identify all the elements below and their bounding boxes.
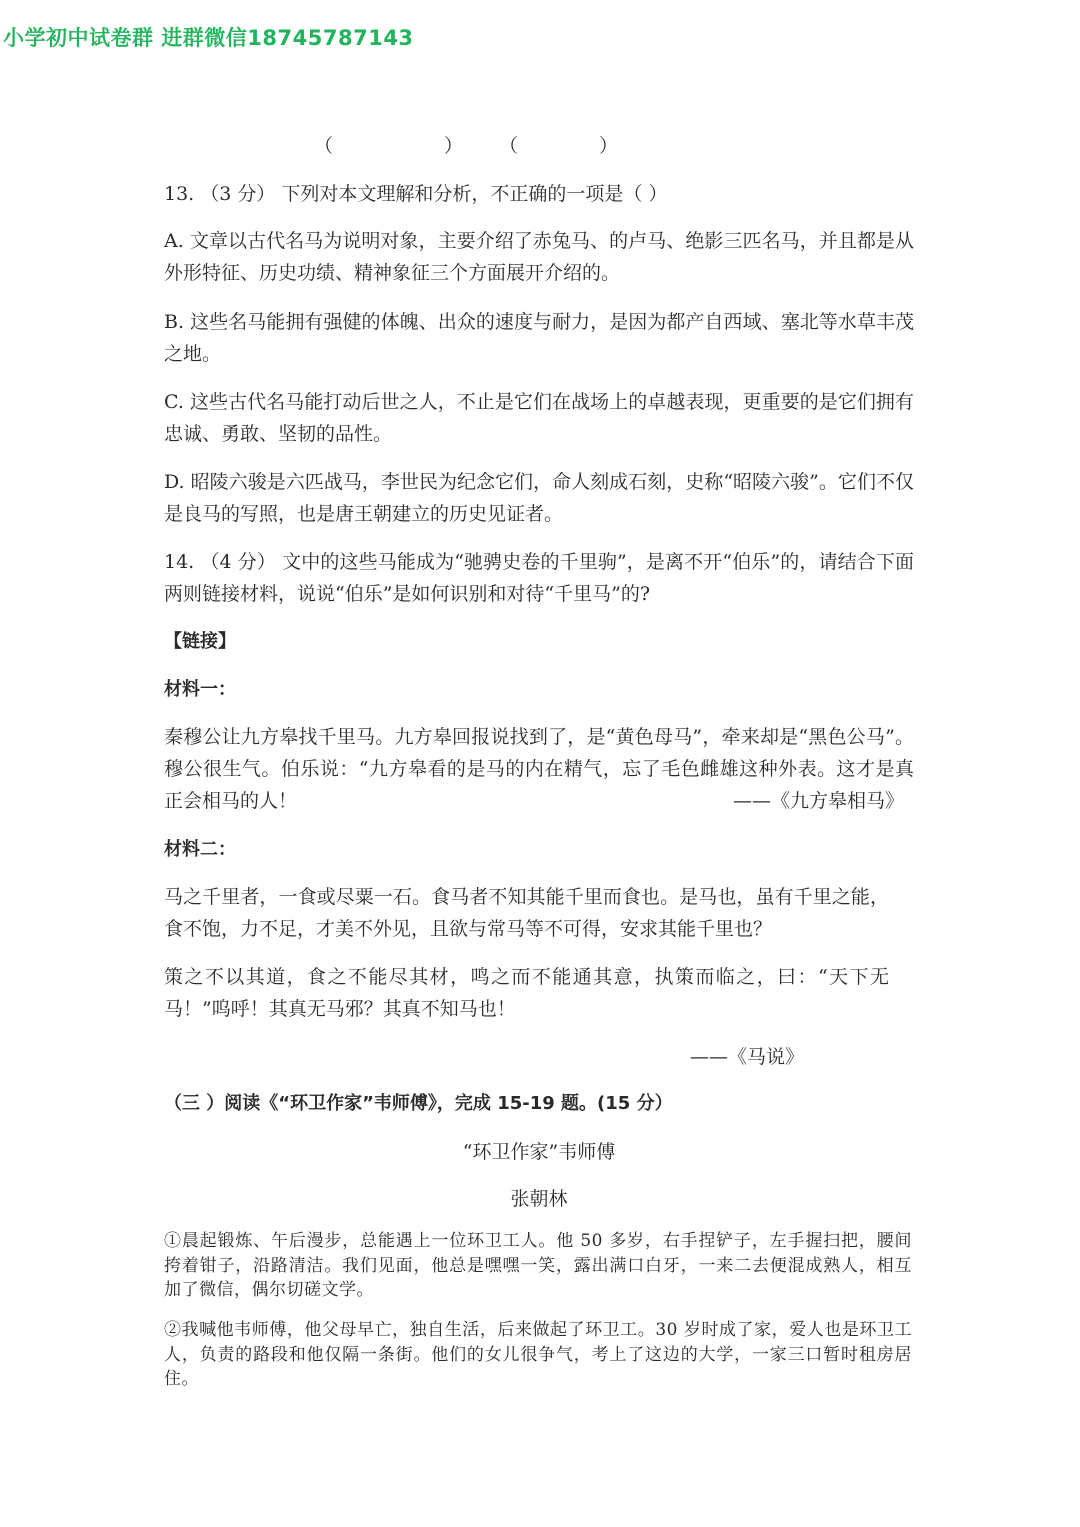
article-paragraph-2: ②我喊他韦师傅，他父母早亡，独自生活，后来做起了环卫工。30 岁时成了家，爱人也是环卫工人，负责的路段和他仅隔一条街。他们的女儿很争气，考上了这边的大学，一家三口暂时租房居住。	[164, 1320, 912, 1389]
material2-label: 材料二：	[164, 839, 236, 860]
material1-label: 材料一：	[164, 679, 236, 700]
blank-open-1: （	[314, 135, 334, 157]
q13-option-b: B. 这些名马能拥有强健的体魄、出众的速度与耐力，是因为都产自西域、塞北等水草丰茂之地。	[164, 311, 914, 365]
watermark: 小学初中试卷群 进群微信18745787143	[3, 26, 414, 50]
blank-open-2: （	[499, 135, 519, 157]
q13-stem: 13. （3 分） 下列对本文理解和分析，不正确的一项是（ ）	[164, 183, 668, 205]
article-title: “环卫作家”韦师傅	[462, 1141, 616, 1163]
q13-option-d: D. 昭陵六骏是六匹战马，李世民为纪念它们，命人刻成石刻，史称“昭陵六骏”。它们不仅是良马的写照，也是唐王朝建立的历史见证者。	[164, 471, 914, 525]
blank-close-2: ）	[599, 135, 619, 157]
material2-paragraph-2: 策之不以其道，食之不能尽其材，鸣之而不能通其意，执策而临之，曰：“天下无马！”呜呼！其真无马邪？其真不知马也！	[164, 966, 889, 1020]
material2-source: ——《马说》	[689, 1046, 804, 1068]
material1-source: ——《九方皋相马》	[732, 790, 904, 812]
blank-close-1: ）	[444, 135, 464, 157]
material2-paragraph-1: 马之千里者，一食或尽粟一石。食马者不知其能千里而食也。是马也，虽有千里之能，食不饱，力不足，才美不外见，且欲与常马等不可得，安求其能千里也？	[164, 886, 889, 940]
q14-stem: 14. （4 分） 文中的这些马能成为“驰骋史卷的千里驹”，是离不开“伯乐”的，请结合下面两则链接材料，说说“伯乐”是如何识别和对待“千里马”的?	[164, 551, 914, 605]
q13-option-a: A. 文章以古代名马为说明对象，主要介绍了赤兔马、的卢马、绝影三匹名马，并且都是从外形特征、历史功绩、精神象征三个方面展开介绍的。	[164, 230, 914, 284]
article-paragraph-1: ①晨起锻炼、午后漫步，总能遇上一位环卫工人。他 50 多岁，右手捏铲子，左手握扫把，腰间挎着钳子，沿路清洁。我们见面，他总是嘿嘿一笑，露出满口白牙，一来二去便混成熟人，相互加了微信，偶尔切磋文学。	[164, 1231, 912, 1300]
material1-text: 秦穆公让九方皋找千里马。九方皋回报说找到了，是“黄色母马”，牵来却是“黑色公马”。穆公很生气。伯乐说：“九方皋看的是马的内在精气，忘了毛色雌雄这种外表。这才是真正会相马的人！	[164, 726, 914, 812]
section3-heading: （三 ）阅读《“环卫作家”韦师傅》，完成 15-19 题。(15 分）	[164, 1093, 673, 1114]
answer-blanks	[314, 130, 618, 162]
q13-option-c: C. 这些古代名马能打动后世之人，不止是它们在战场上的卓越表现，更重要的是它们拥有忠诚、勇敢、坚韧的品性。	[164, 391, 914, 445]
article-author: 张朝林	[510, 1188, 568, 1210]
link-label: 【链接】	[164, 631, 236, 652]
